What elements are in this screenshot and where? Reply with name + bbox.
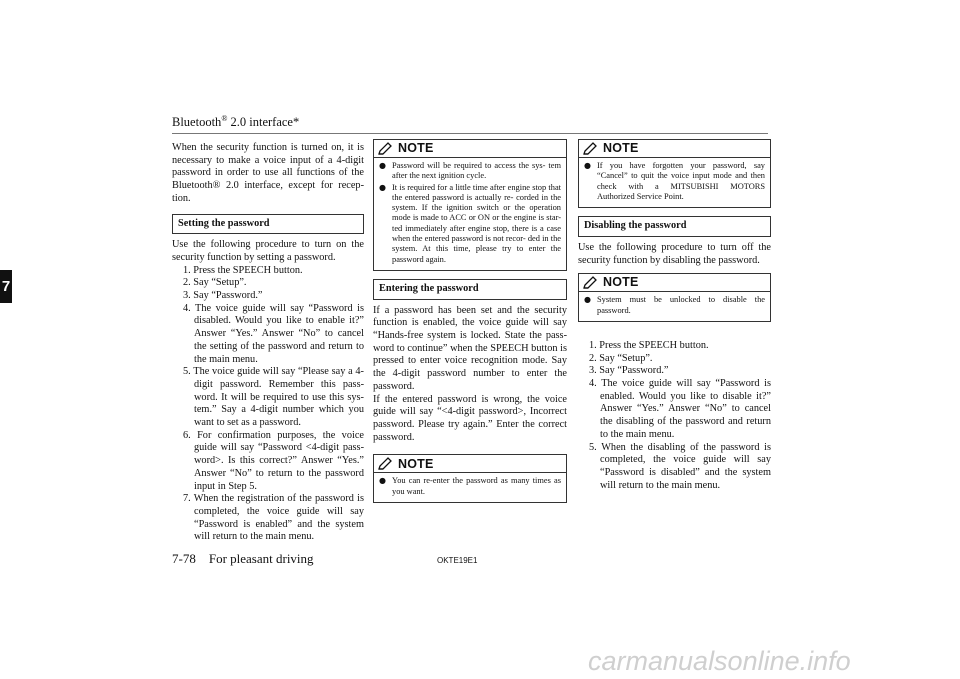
header-title-suffix: 2.0 interface* [227,115,300,130]
note-item: ● Password will be required to access the sys- tem after the next ignition cycle. [379,161,561,181]
entering-paragraph-2: If the entered password is wrong, the voice guide will say “<4-digit password>, Incorrect password. Please try again.” Enter the correct password. [373,393,567,443]
header-title-text: Bluetooth [172,115,222,130]
note-title: NOTE [603,141,639,156]
note-pencil-icon [378,142,394,156]
section-title-setting-password: Setting the password [172,214,364,235]
note-pencil-icon [378,457,394,471]
bullet-icon: ● [584,295,591,305]
list-item: 4. The voice guide will say “Password is enabled. Would you like to disable it?” Answer “Yes.” Answer “No” to cancel the disabling of the password and return to the main menu. [589,378,771,440]
list-item: 2. Say “Setup”. [589,352,653,364]
footer-section: For pleasant driving [208,551,314,566]
column-2 [373,139,567,511]
note-item: ● If you have forgotten your password, say “Cancel” to quit the voice input mode and then check with a MITSUBISHI MOTORS Authorized Service Point. [584,161,765,201]
note-box [373,454,567,503]
header-divider [172,133,768,134]
bullet-icon: ● [379,476,386,486]
document-code: OKTE19E1 [437,556,478,565]
entering-paragraph-1: If a password has been set and the security function is enabled, the voice guide will say “Hands-free system is locked. State the pass- word to continue” when the SPEECH button is pressed to enter voice recognition mode. Say the 4-digit password number to enter the password. [373,304,567,392]
note-header [374,455,566,473]
note-header [579,274,770,292]
section-title-entering-password: Entering the password [373,279,567,300]
procedure-intro: Use the following procedure to turn off the security function by disabling the password. [578,241,771,266]
page-number: 7-78 [172,551,196,566]
procedure-intro: Use the following procedure to turn on the security function by setting a password. [172,239,364,263]
list-item: 3. Say “Password.” [589,365,669,377]
intro-paragraph: When the security function is turned on, it is necessary to make a voice input of a 4-digit password in order to use all functions of the Bluetooth® 2.0 interface, except for recep- tion. [172,142,364,204]
list-item: 7. When the registration of the password is completed, the voice guide will say “Password is enabled” and the system will return to the main menu. [183,493,364,543]
note-box [578,273,771,322]
column-1 [172,142,364,544]
note-box [373,139,567,271]
note-pencil-icon [583,276,599,290]
list-item: 4. The voice guide will say “Password is disabled. Would you like to enable it?” Answer “Yes.” Answer “No” to cancel the setting of the password and return to the main menu. [183,302,364,365]
page-header-title [172,114,299,130]
note-title: NOTE [603,275,639,290]
note-item: ● You can re-enter the password as many times as you want. [379,476,561,496]
note-body [579,292,770,321]
section-title-disabling-password: Disabling the password [578,216,771,237]
bullet-icon: ● [584,161,591,170]
note-header [374,140,566,158]
note-body [579,158,770,207]
list-item: 5. When the disabling of the password is completed, the voice guide will say “Password is disabled” and the system will return to the main menu. [589,441,771,491]
registered-mark: ® [221,114,228,123]
column-3 [578,139,771,492]
note-box [578,139,771,208]
note-item: ● System must be unlocked to disable the password. [584,295,765,315]
list-item: 1. Press the SPEECH button. [183,264,303,276]
list-item: 6. For confirmation purposes, the voice guide will say “Password <4-digit pass- word>. Is this correct?” Answer “Yes.” Answer “No” to return to the password input in Step 5. [183,429,364,492]
list-item: 3. Say “Password.” [183,290,263,302]
note-item: ● It is required for a little time after engine stop that the entered password is actually re- corded in the system. If the ignition switch or the operation mode is made to ACC or ON or the engine is star- ted immediately after engine stop, there is a case when the entered password is not recor- ded in the system. At this time, please try to enter the password again. [379,182,561,264]
setting-steps-list [172,265,364,544]
disabling-steps-list [578,340,771,492]
note-title: NOTE [398,141,434,156]
page-footer [172,551,314,567]
note-pencil-icon [583,142,599,156]
bullet-icon: ● [379,182,386,192]
note-body [374,158,566,270]
note-header [579,140,770,158]
watermark: carmanualsonline.info [588,646,851,676]
bullet-icon: ● [379,161,386,170]
list-item: 1. Press the SPEECH button. [589,339,709,351]
chapter-tab: 7 [0,270,12,303]
list-item: 2. Say “Setup”. [183,277,247,289]
note-body [374,473,566,502]
note-title: NOTE [398,456,434,471]
list-item: 5. The voice guide will say “Please say a 4- digit password. Remember this pass- word. It will be required to use this sys- tem.” Say a 4-digit number which you want to set as a password. [183,366,364,429]
